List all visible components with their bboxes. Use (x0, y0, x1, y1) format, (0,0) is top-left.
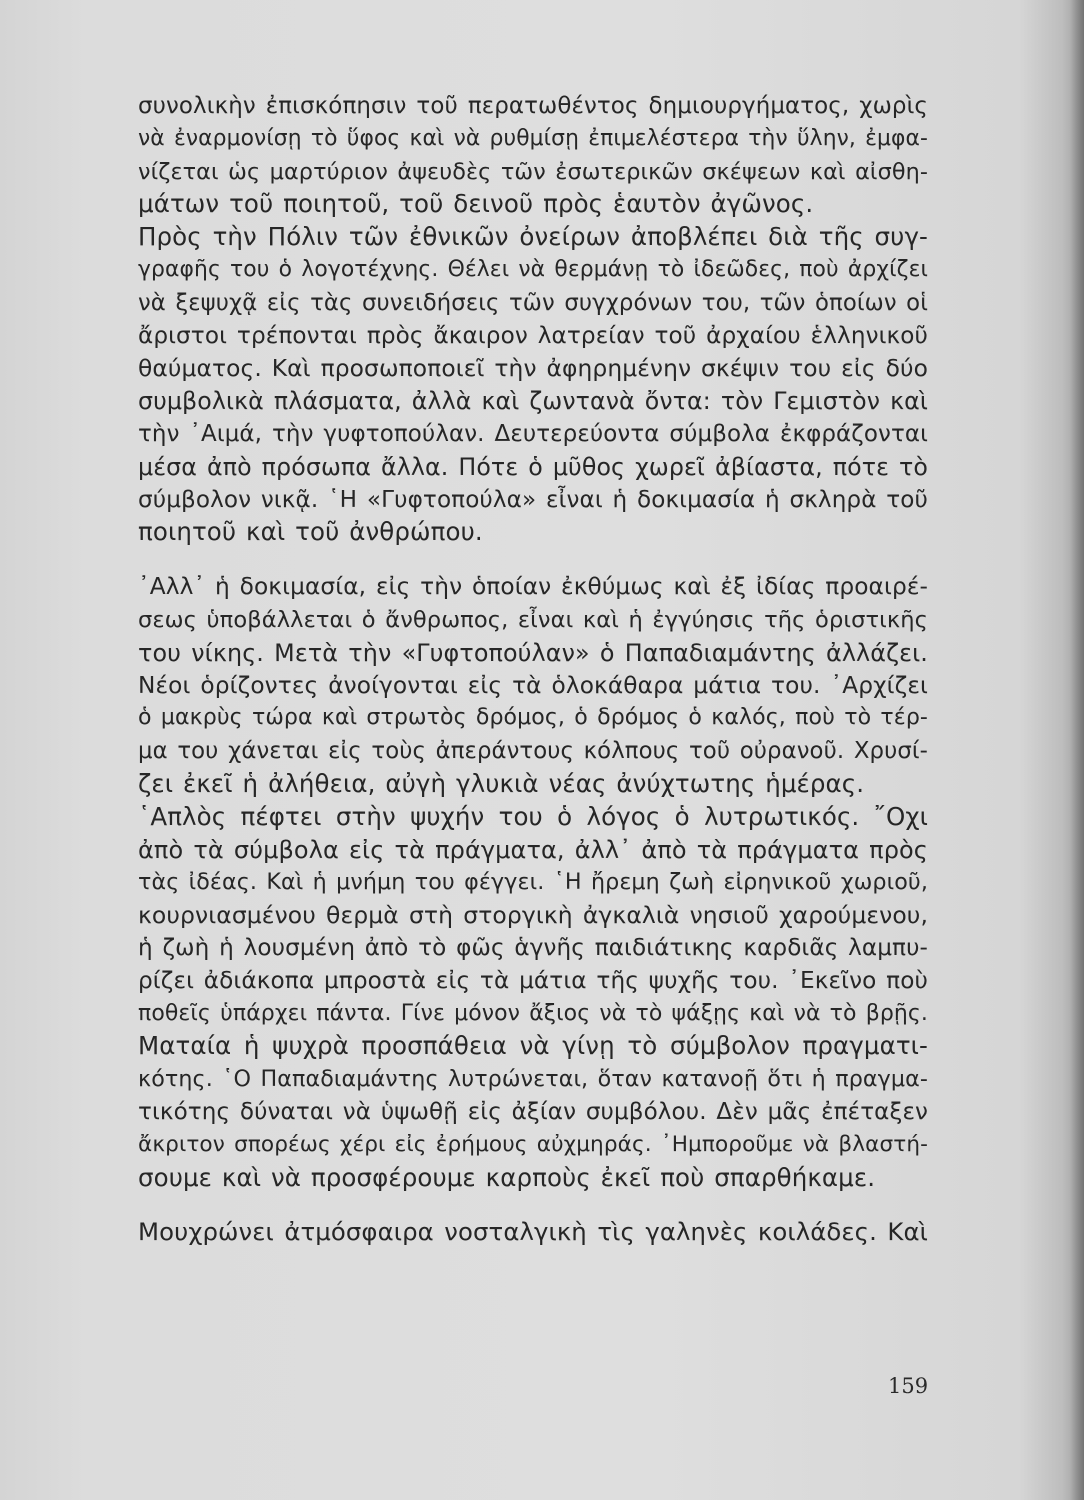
text-line: ἄριστοι τρέπονται πρὸς ἄκαιρον λατρείαν τοῦ ἀρχαίου ἑλληνικοῦ (138, 322, 928, 349)
text-line: μάτων τοῦ ποιητοῦ, τοῦ δεινοῦ πρὸς ἑαυτὸν ἀγῶνος. (138, 189, 814, 219)
text-line: ῾Απλὸς πέφτει στὴν ψυχήν του ὁ λόγος ὁ λυτρωτικός. ῎Οχι (138, 801, 928, 831)
text-line: Ματαία ἡ ψυχρὰ προσπάθεια νὰ γίνῃ τὸ σύμβολον πραγματι- (138, 1031, 928, 1061)
text-line: σύμβολον νικᾷ. ῾Η «Γυφτοπούλα» εἶναι ἡ δοκιμασία ἡ σκληρὰ τοῦ (138, 486, 928, 513)
text-line: ἀπὸ τὰ σύμβολα εἰς τὰ πράγματα, ἀλλ᾿ ἀπὸ τὰ πράγματα πρὸς (138, 835, 928, 864)
text-line: νὰ ξεψυχᾷ εἰς τὰς συνειδήσεις τῶν συγχρόνων του, τῶν ὁποίων οἱ (138, 289, 928, 316)
paragraph-gap (138, 549, 928, 571)
text-line: σουμε καὶ νὰ προσφέρουμε καρποὺς ἐκεῖ ποὺ σπαρθήκαμε. (138, 1162, 876, 1192)
paragraph-4 (138, 801, 928, 1031)
paragraph-2 (138, 221, 928, 549)
text-line: τὰς ἰδέας. Καὶ ἡ μνήμη του φέγγει. ῾Η ἤρεμη ζωὴ εἰρηνικοῦ χωριοῦ, (138, 869, 928, 896)
text-line: μέσα ἀπὸ πρόσωπα ἄλλα. Πότε ὁ μῦθος χωρεῖ ἀβίαστα, πότε τὸ (138, 452, 928, 481)
text-line: κουρνιασμένου θερμὰ στὴ στοργικὴ ἀγκαλιὰ νησιοῦ χαρούμενου, (138, 901, 928, 930)
text-line: συνολικὴν ἐπισκόπησιν τοῦ περατωθέντος δημιουργήματος, χωρὶς (138, 93, 928, 119)
text-line: θαύματος. Καὶ προσωποποιεῖ τὴν ἀφηρημένην σκέψιν του εἰς δύο (138, 354, 928, 383)
paragraph-1 (138, 90, 928, 221)
body-text (138, 90, 928, 1249)
text-line: κότης. ῾Ο Παπαδιαμάντης λυτρώνεται, ὅταν κατανοῇ ὅτι ἡ πραγμα- (138, 1066, 928, 1093)
text-line: ρίζει ἀδιάκοπα μπροστὰ εἰς τὰ μάτια τῆς ψυχῆς του. ᾿Εκεῖνο ποὺ (138, 966, 928, 994)
text-line: γραφῆς του ὁ λογοτέχνης. Θέλει νὰ θερμάνῃ τὸ ἰδεῶδες, ποὺ ἀρχίζει (138, 256, 928, 282)
text-line: συμβολικὰ πλάσματα, ἀλλὰ καὶ ζωντανὰ ὄντα: τὸν Γεμιστὸν καὶ (138, 387, 928, 416)
text-line: σεως ὑποβάλλεται ὁ ἄνθρωπος, εἶναι καὶ ἡ ἐγγύησις τῆς ὁριστικῆς (138, 606, 928, 633)
text-line: τικότης δύναται νὰ ὑψωθῇ εἰς ἀξίαν συμβόλου. Δὲν μᾶς ἐπέταξεν (138, 1098, 928, 1125)
paragraph-3 (138, 571, 928, 801)
text-line: νίζεται ὡς μαρτύριον ἀψευδὲς τῶν ἐσωτερικῶν σκέψεων καὶ αἰσθη- (138, 158, 928, 185)
text-line: ἡ ζωὴ ἡ λουσμένη ἀπὸ τὸ φῶς ἁγνῆς παιδιάτικης καρδιᾶς λαμπυ- (138, 934, 928, 961)
text-line: ποιητοῦ καὶ τοῦ ἀνθρώπου. (138, 517, 483, 547)
text-line: Μουχρώνει ἀτμόσφαιρα νοσταλγικὴ τὶς γαληνὲς κοιλάδες. Καὶ (138, 1217, 928, 1247)
paragraph-6 (138, 1216, 928, 1249)
text-line: νὰ ἐναρμονίσῃ τὸ ὕφος καὶ νὰ ρυθμίσῃ ἐπιμελέστερα τὴν ὕλην, ἐμφα- (138, 125, 928, 151)
text-line: του νίκης. Μετὰ τὴν «Γυφτοπούλαν» ὁ Παπαδιαμάντης ἀλλάζει. (138, 638, 928, 667)
page-number: 159 (888, 1374, 929, 1398)
text-line: Νέοι ὁρίζοντες ἀνοίγονται εἰς τὰ ὁλοκάθαρα μάτια του. ᾿Αρχίζει (138, 671, 928, 699)
paragraph-5 (138, 1030, 928, 1194)
text-line: ὁ μακρὺς τώρα καὶ στρωτὸς δρόμος, ὁ δρόμος ὁ καλός, ποὺ τὸ τέρ- (138, 705, 928, 731)
text-line: μα του χάνεται εἰς τοὺς ἀπεράντους κόλπους τοῦ οὐρανοῦ. Χρυσί- (138, 738, 928, 765)
text-line: ποθεῖς ὑπάρχει πάντα. Γίνε μόνον ἄξιος νὰ τὸ ψάξῃς καὶ νὰ τὸ βρῇς. (138, 1000, 928, 1026)
text-line: ζει ἐκεῖ ἡ ἀλήθεια, αὐγὴ γλυκιὰ νέας ἀνύχτωτης ἡμέρας. (138, 768, 865, 798)
text-line: Πρὸς τὴν Πόλιν τῶν ἐθνικῶν ὀνείρων ἀποβλέπει διὰ τῆς συγ- (138, 222, 928, 252)
paragraph-gap (138, 1194, 928, 1216)
text-line: τὴν ᾿Αιμά, τὴν γυφτοπούλαν. Δευτερεύοντα σύμβολα ἐκφράζονται (138, 420, 928, 447)
text-line: ᾿Αλλ᾿ ἡ δοκιμασία, εἰς τὴν ὁποίαν ἐκθύμως καὶ ἐξ ἰδίας προαιρέ- (138, 573, 928, 601)
text-line: ἄκριτον σπορέως χέρι εἰς ἐρήμους αὐχμηράς. ᾿Ημποροῦμε νὰ βλαστή- (138, 1131, 928, 1157)
